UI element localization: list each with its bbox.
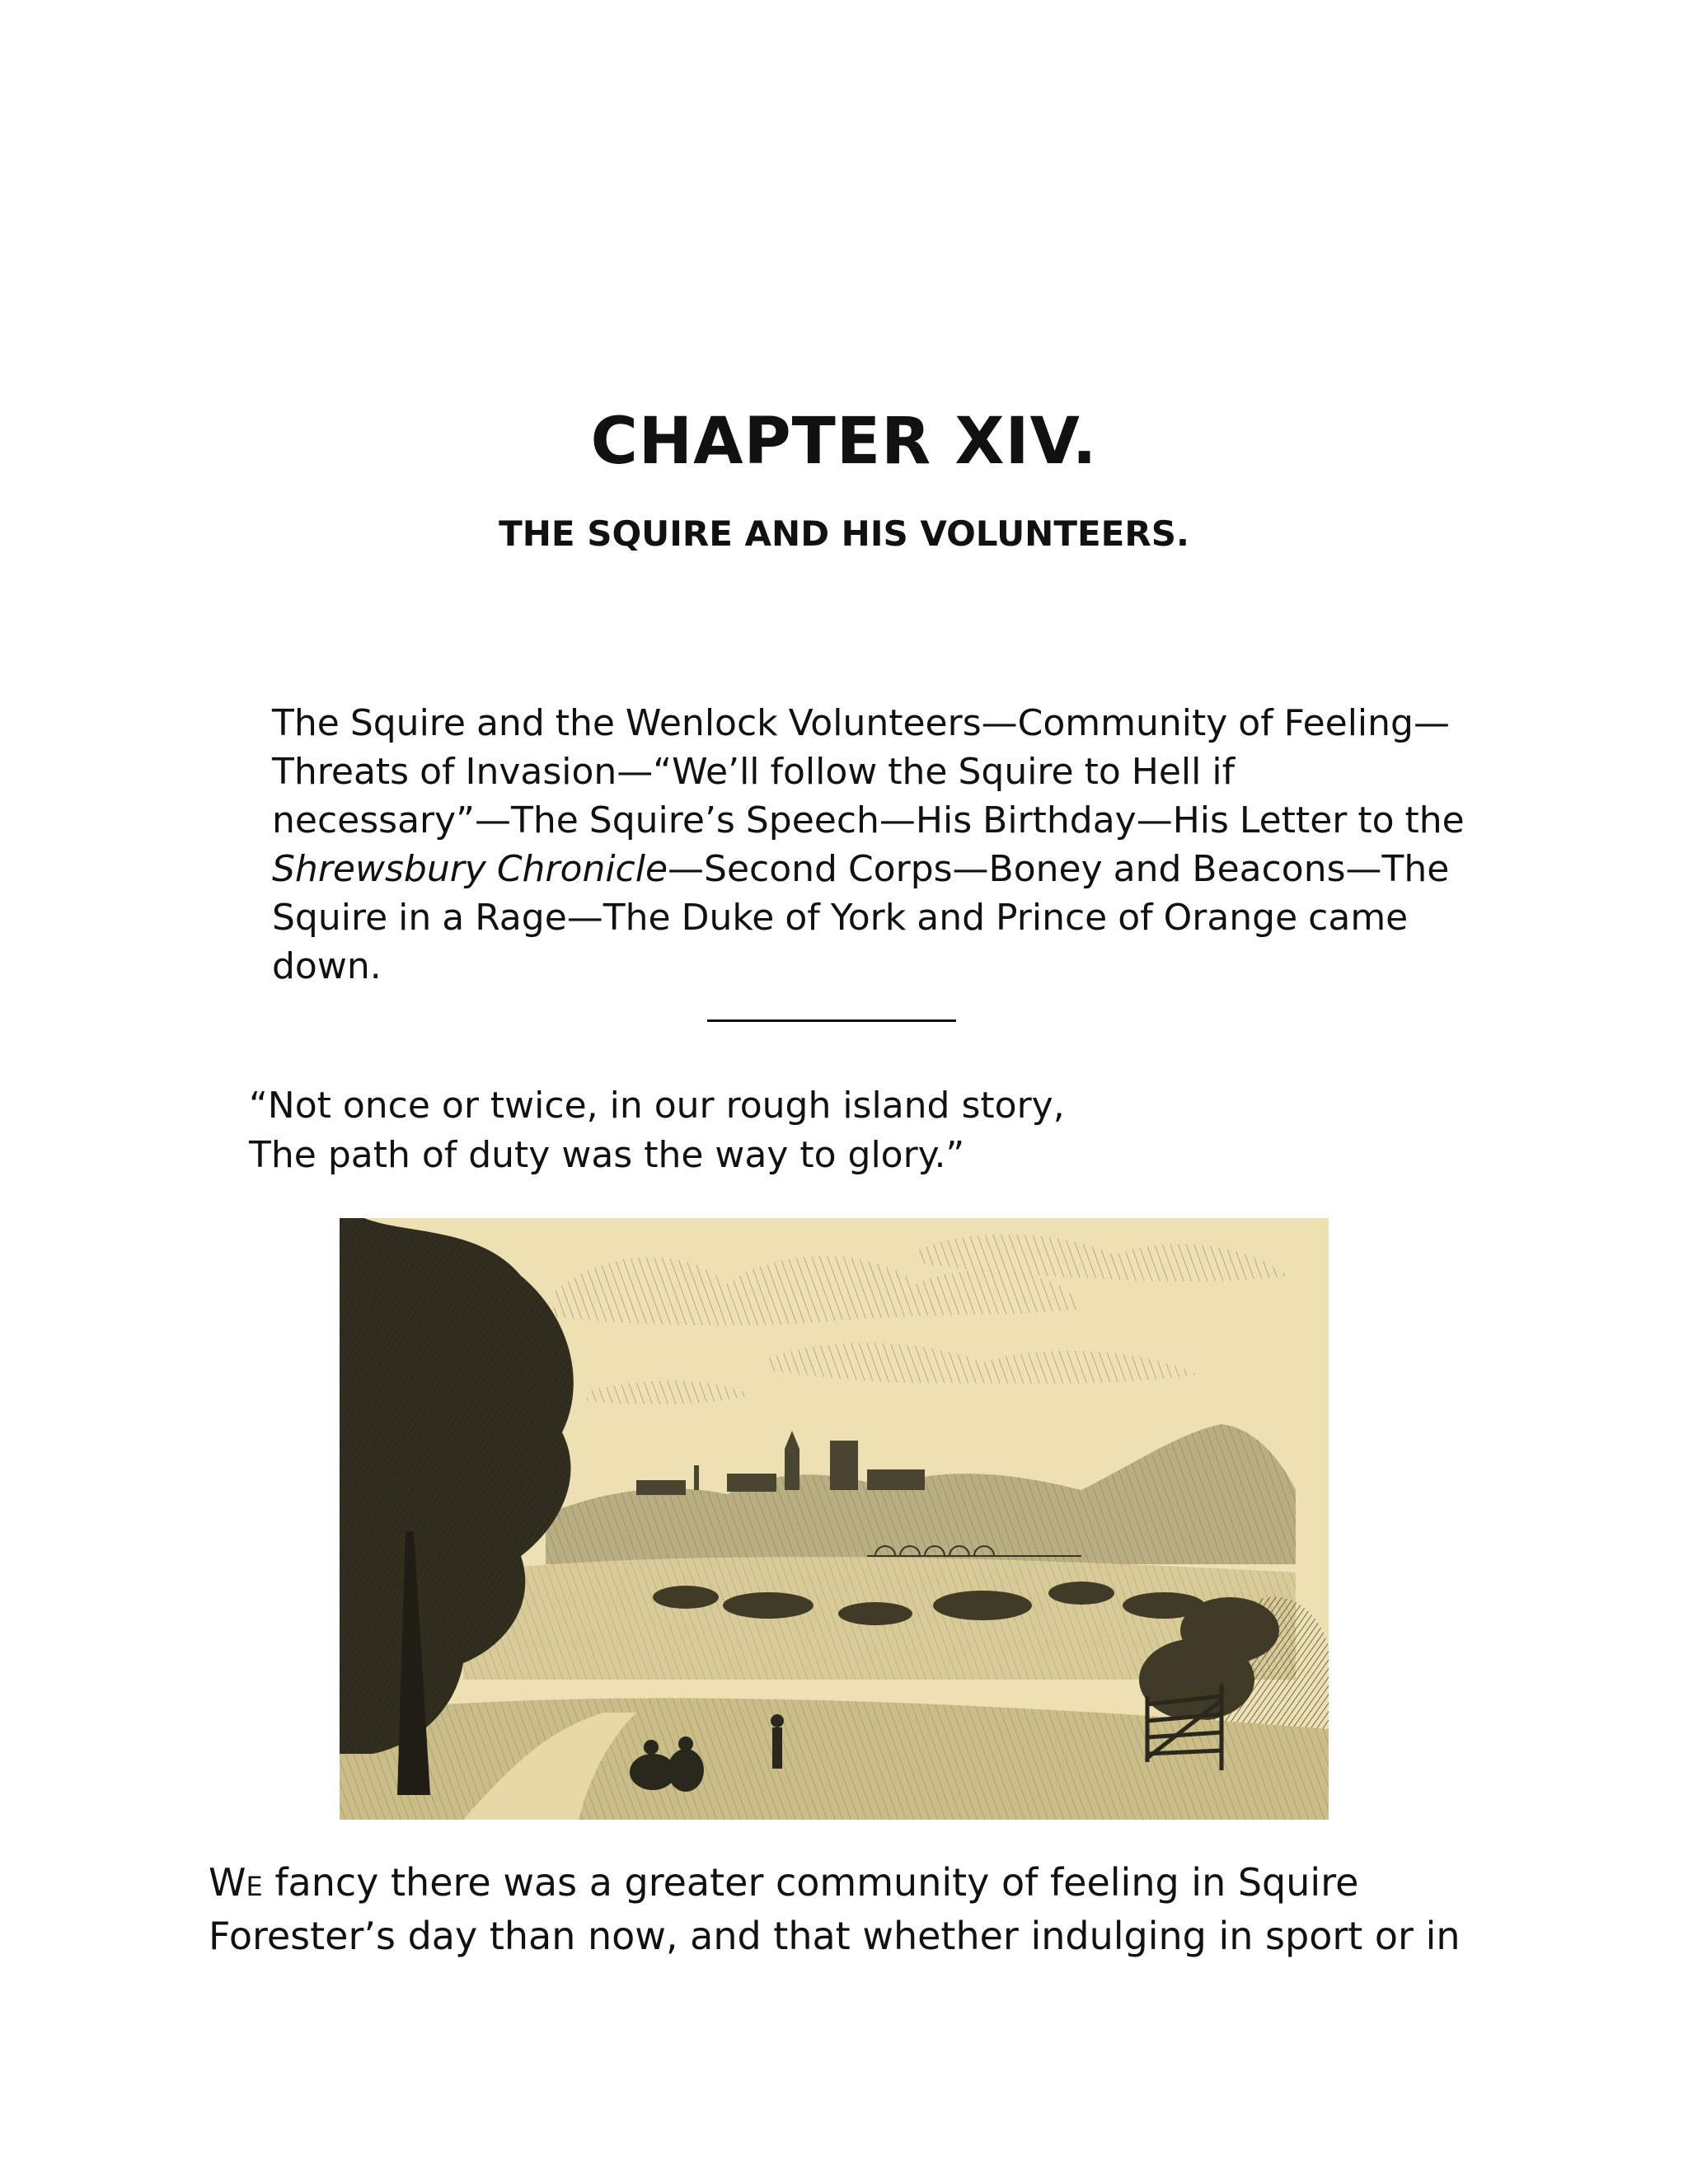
body-line bbox=[209, 1858, 1527, 1911]
dropcap: W bbox=[209, 1860, 246, 1905]
landscape-engraving bbox=[340, 1218, 1329, 1820]
engraving-drawing bbox=[340, 1218, 1329, 1820]
synopsis-line: necessary”—The Squire’s Speech—His Birthday—His Letter to the bbox=[272, 799, 1465, 841]
epigraph bbox=[249, 1081, 1485, 1180]
epigraph-line: “Not once or twice, in our rough island story, bbox=[249, 1085, 1065, 1127]
synopsis-line: Threats of Invasion—“We’ll follow the Squire to Hell if bbox=[272, 751, 1236, 793]
synopsis-line: Squire in a Rage—The Duke of York and Prince of Orange came bbox=[272, 897, 1409, 939]
epigraph-line: The path of duty was the way to glory.” bbox=[249, 1134, 965, 1176]
dropcap-smallcap: E bbox=[246, 1871, 263, 1902]
synopsis-line-rest: —Second Corps—Boney and Beacons—The bbox=[668, 848, 1450, 890]
synopsis-line: The Squire and the Wenlock Volunteers—Community of Feeling— bbox=[272, 702, 1450, 744]
newspaper-title: Shrewsbury Chronicle bbox=[272, 848, 668, 890]
body-line: Forester’s day than now, and that whether indulging in sport or in bbox=[209, 1914, 1461, 1958]
synopsis-line bbox=[272, 845, 1475, 893]
synopsis-line: down. bbox=[272, 945, 382, 987]
chapter-subtitle: THE SQUIRE AND HIS VOLUNTEERS. bbox=[499, 513, 1189, 554]
body-paragraph bbox=[209, 1858, 1527, 1961]
chapter-title: CHAPTER XIV. bbox=[590, 405, 1098, 479]
chapter-synopsis bbox=[272, 699, 1475, 991]
section-divider bbox=[707, 1019, 956, 1022]
body-line-rest: fancy there was a greater community of feeling in Squire bbox=[262, 1860, 1359, 1905]
